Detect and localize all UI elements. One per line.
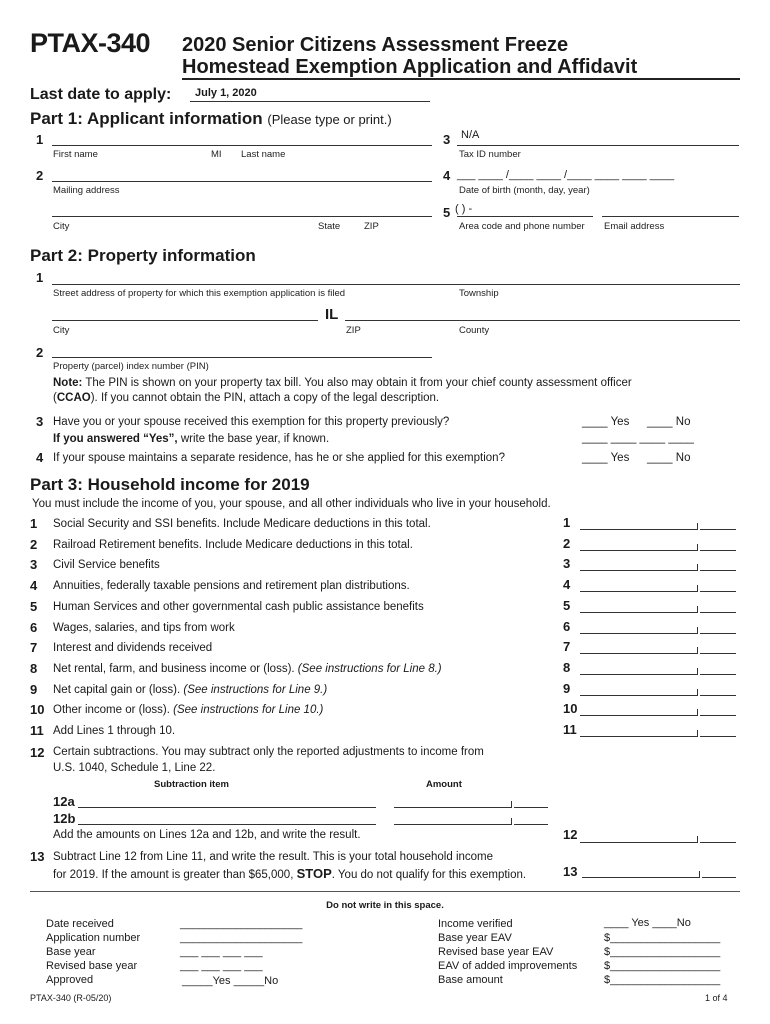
dob-field[interactable]: ___ ____ /____ ____ /____ ____ ____ ____ bbox=[457, 169, 675, 181]
income-line-text bbox=[53, 518, 431, 530]
income-line-desc: Railroad Retirement benefits. Include Medicare deductions in this total. bbox=[53, 539, 413, 551]
last-date-label: Last date to apply: bbox=[30, 86, 172, 103]
income-line-text bbox=[53, 539, 413, 551]
income-line-num: 9 bbox=[30, 682, 38, 697]
mi-label: MI bbox=[211, 149, 222, 160]
line12a-amount-field[interactable] bbox=[394, 794, 548, 808]
property-street-label: Street address of property for which this exemption application is filed bbox=[53, 288, 346, 299]
p1-num-4: 4 bbox=[443, 168, 451, 183]
property-city-field[interactable] bbox=[52, 320, 318, 321]
income-amount-field[interactable] bbox=[580, 682, 736, 696]
office-left-label: Approved bbox=[46, 974, 94, 986]
p2-num-2: 2 bbox=[36, 345, 44, 360]
last-date-value: July 1, 2020 bbox=[195, 87, 257, 99]
income-line-text bbox=[53, 684, 327, 696]
line12-amount-field[interactable] bbox=[580, 829, 736, 843]
line13-text-a: Subtract Line 12 from Line 11, and write the result. This is your total household income bbox=[53, 851, 494, 863]
office-use-heading: Do not write in this space. bbox=[326, 900, 444, 911]
line12a-label: 12a bbox=[53, 794, 75, 809]
phone-field[interactable] bbox=[457, 216, 593, 217]
income-line-desc: Interest and dividends received bbox=[53, 642, 213, 654]
county-label: County bbox=[459, 325, 490, 336]
form-revision: PTAX-340 (R-05/20) bbox=[30, 993, 112, 1003]
office-right-label: EAV of added improvements bbox=[438, 960, 578, 972]
income-line-desc: Human Services and other governmental cash public assistance benefits bbox=[53, 601, 424, 613]
line12-text-a: Certain subtractions. You may subtract only the reported adjustments to income from bbox=[53, 746, 484, 758]
income-line-inum: 2 bbox=[563, 536, 571, 551]
tax-id-label: Tax ID number bbox=[459, 149, 521, 160]
line13-text-b bbox=[53, 866, 526, 881]
stop-label: STOP bbox=[296, 866, 332, 881]
income-amount-field[interactable] bbox=[580, 578, 736, 592]
property-street-field[interactable] bbox=[52, 284, 740, 285]
il-label: IL bbox=[325, 306, 339, 323]
income-amount-field[interactable] bbox=[580, 702, 736, 716]
line13-num: 13 bbox=[30, 849, 45, 864]
income-amount-field[interactable] bbox=[580, 661, 736, 675]
subtraction-item-header: Subtraction item bbox=[154, 779, 229, 790]
q3-text: Have you or your spouse received this exemption for this property previously? bbox=[53, 416, 450, 428]
income-line-desc: Annuities, federally taxable pensions and retirement plan distributions. bbox=[53, 580, 410, 592]
income-amount-field[interactable] bbox=[580, 723, 736, 737]
base-amount-field[interactable]: $__________________ bbox=[604, 974, 721, 986]
approved-field[interactable]: _____Yes _____No bbox=[182, 975, 279, 987]
title-rule bbox=[182, 78, 740, 80]
base-year-office-field[interactable]: ___ ___ ___ ___ bbox=[180, 946, 263, 958]
eav-improvements-field[interactable]: $__________________ bbox=[604, 960, 721, 972]
income-line-text bbox=[53, 642, 212, 654]
income-line-instruction: (See instructions for Line 9.) bbox=[183, 684, 328, 696]
office-left-label: Application number bbox=[46, 932, 141, 944]
income-line-text bbox=[53, 580, 410, 592]
income-line-num: 11 bbox=[30, 723, 44, 738]
income-line-desc: Social Security and SSI benefits. Include Medicare deductions in this total. bbox=[53, 518, 431, 530]
income-verified-field[interactable]: ____ Yes ____No bbox=[604, 917, 691, 929]
q3-no[interactable]: ____ No bbox=[647, 416, 691, 428]
property-zip-county-field[interactable] bbox=[345, 320, 740, 321]
income-line-text bbox=[53, 704, 323, 716]
income-amount-field[interactable] bbox=[580, 620, 736, 634]
part1-heading bbox=[30, 109, 392, 129]
income-line-num: 8 bbox=[30, 661, 38, 676]
income-line-desc: Wages, salaries, and tips from work bbox=[53, 622, 235, 634]
note-text2b: ). If you cannot obtain the PIN, attach a copy of the legal description. bbox=[90, 392, 440, 404]
line12-sum-text: Add the amounts on Lines 12a and 12b, and write the result. bbox=[53, 829, 361, 841]
line12-inum: 12 bbox=[563, 827, 578, 842]
line12-text-b: U.S. 1040, Schedule 1, Line 22. bbox=[53, 762, 216, 774]
part1-heading-note: (Please type or print.) bbox=[267, 112, 392, 127]
income-line-num: 4 bbox=[30, 578, 38, 593]
line13-inum: 13 bbox=[563, 864, 578, 879]
income-line-instruction: (See instructions for Line 10.) bbox=[173, 704, 324, 716]
base-year-field[interactable]: ____ ____ ____ ____ bbox=[582, 432, 694, 444]
pin-note-line1 bbox=[53, 377, 632, 389]
line13-amount-field[interactable] bbox=[582, 864, 736, 878]
income-line-num: 2 bbox=[30, 537, 38, 552]
date-received-field[interactable]: ____________________ bbox=[180, 918, 303, 930]
income-line-inum: 9 bbox=[563, 681, 571, 696]
income-line-desc: Net rental, farm, and business income or (loss). bbox=[53, 663, 298, 675]
last-name-label: Last name bbox=[241, 149, 286, 160]
income-line-text bbox=[53, 601, 424, 613]
income-line-desc: Other income or (loss). bbox=[53, 704, 174, 716]
pin-note-line2 bbox=[53, 392, 439, 404]
office-right-label: Income verified bbox=[438, 918, 513, 930]
income-line-inum: 3 bbox=[563, 556, 571, 571]
income-line-num: 3 bbox=[30, 557, 38, 572]
income-line-inum: 11 bbox=[563, 722, 577, 737]
p2-num-1: 1 bbox=[36, 270, 44, 285]
part3-heading: Part 3: Household income for 2019 bbox=[30, 475, 310, 494]
line12-num: 12 bbox=[30, 745, 45, 760]
income-line-inum: 1 bbox=[563, 515, 571, 530]
p1-city-label: City bbox=[53, 221, 70, 232]
p2-num-4: 4 bbox=[36, 450, 44, 465]
income-line-inum: 6 bbox=[563, 619, 571, 634]
income-line-text bbox=[53, 559, 160, 571]
note-label: Note: bbox=[53, 377, 83, 389]
revised-base-year-eav-field[interactable]: $__________________ bbox=[604, 946, 721, 958]
p1-num-2: 2 bbox=[36, 168, 44, 183]
line12b-label: 12b bbox=[53, 811, 76, 826]
office-divider bbox=[30, 891, 740, 892]
income-line-num: 10 bbox=[30, 702, 45, 717]
line13-text-b2: . You do not qualify for this exemption. bbox=[331, 869, 527, 881]
office-right-label: Base amount bbox=[438, 974, 503, 986]
p1-num-5: 5 bbox=[443, 205, 451, 220]
phone-label: Area code and phone number bbox=[459, 221, 585, 232]
income-amount-field[interactable] bbox=[580, 557, 736, 571]
line12a-item-field[interactable] bbox=[78, 807, 376, 808]
office-right-label: Base year EAV bbox=[438, 932, 512, 944]
office-right-label: Revised base year EAV bbox=[438, 946, 554, 958]
p2-num-3: 3 bbox=[36, 414, 44, 429]
office-left-label: Date received bbox=[46, 918, 114, 930]
q4-yes[interactable]: ____ Yes bbox=[582, 452, 630, 464]
income-amount-field[interactable] bbox=[580, 516, 736, 530]
part1-heading-text: Part 1: Applicant information bbox=[30, 109, 263, 128]
dob-label: Date of birth (month, day, year) bbox=[459, 185, 590, 196]
page-number: 1 of 4 bbox=[705, 993, 728, 1003]
name-field[interactable] bbox=[52, 145, 432, 146]
income-line-inum: 10 bbox=[563, 701, 578, 716]
form-title-line2: Homestead Exemption Application and Affidavit bbox=[182, 56, 638, 78]
income-line-text bbox=[53, 725, 175, 737]
income-line-desc: Add Lines 1 through 10. bbox=[53, 725, 176, 737]
p1-zip-label: ZIP bbox=[364, 221, 379, 232]
q4-no[interactable]: ____ No bbox=[647, 452, 691, 464]
q3-followup-bold: If you answered “Yes”, bbox=[53, 433, 178, 445]
income-line-num: 6 bbox=[30, 620, 38, 635]
line12b-amount-field[interactable] bbox=[394, 811, 548, 825]
income-line-instruction: (See instructions for Line 8.) bbox=[297, 663, 442, 675]
q3-yes[interactable]: ____ Yes bbox=[582, 416, 630, 428]
note-text1: The PIN is shown on your property tax bill. You also may obtain it from your chief county assessment officer bbox=[82, 377, 632, 389]
tax-id-field[interactable] bbox=[457, 145, 739, 146]
email-label: Email address bbox=[604, 221, 665, 232]
amount-header: Amount bbox=[426, 779, 462, 790]
q3-followup bbox=[53, 433, 329, 445]
income-line-num: 5 bbox=[30, 599, 38, 614]
income-line-text bbox=[53, 622, 235, 634]
note-text2a: ( bbox=[53, 392, 57, 404]
office-left-label: Base year bbox=[46, 946, 96, 958]
p1-num-3: 3 bbox=[443, 132, 451, 147]
p1-num-1: 1 bbox=[36, 132, 44, 147]
income-line-inum: 5 bbox=[563, 598, 571, 613]
income-line-inum: 4 bbox=[563, 577, 571, 592]
property-zip-label: ZIP bbox=[346, 325, 361, 336]
part3-intro: You must include the income of you, your spouse, and all other individuals who live in your household. bbox=[32, 498, 551, 510]
income-amount-field[interactable] bbox=[580, 640, 736, 654]
office-left-label: Revised base year bbox=[46, 960, 138, 972]
form-id: PTAX-340 bbox=[30, 28, 151, 58]
income-amount-field[interactable] bbox=[580, 599, 736, 613]
mailing-address-label: Mailing address bbox=[53, 185, 120, 196]
property-city-label: City bbox=[53, 325, 70, 336]
income-line-desc: Net capital gain or (loss). bbox=[53, 684, 184, 696]
income-line-inum: 7 bbox=[563, 639, 571, 654]
line12b-item-field[interactable] bbox=[78, 824, 376, 825]
city-state-zip-field[interactable] bbox=[52, 216, 432, 217]
income-amount-field[interactable] bbox=[580, 537, 736, 551]
revised-base-year-field[interactable]: ___ ___ ___ ___ bbox=[180, 960, 263, 972]
pin-field[interactable] bbox=[52, 357, 432, 358]
email-field[interactable] bbox=[602, 216, 739, 217]
last-date-line bbox=[190, 101, 430, 102]
form-title-line1: 2020 Senior Citizens Assessment Freeze bbox=[182, 34, 569, 56]
income-line-desc: Civil Service benefits bbox=[53, 559, 160, 571]
income-line-num: 1 bbox=[30, 516, 38, 531]
part2-heading: Part 2: Property information bbox=[30, 246, 256, 265]
q3-followup-rest: write the base year, if known. bbox=[177, 433, 330, 445]
first-name-label: First name bbox=[53, 149, 98, 160]
base-year-eav-field[interactable]: $__________________ bbox=[604, 932, 721, 944]
q4-text: If your spouse maintains a separate residence, has he or she applied for this exemption? bbox=[53, 452, 505, 464]
income-line-num: 7 bbox=[30, 640, 38, 655]
tax-id-value: N/A bbox=[461, 129, 480, 141]
phone-blanks: ( ) - bbox=[455, 203, 473, 215]
p1-state-label: State bbox=[318, 221, 341, 232]
income-line-text bbox=[53, 663, 442, 675]
pin-label: Property (parcel) index number (PIN) bbox=[53, 361, 209, 372]
township-label: Township bbox=[459, 288, 499, 299]
application-number-field[interactable]: ____________________ bbox=[180, 932, 303, 944]
mailing-address-field[interactable] bbox=[52, 181, 432, 182]
income-line-inum: 8 bbox=[563, 660, 571, 675]
ccao-label: CCAO bbox=[56, 392, 91, 404]
line13-text-b1: for 2019. If the amount is greater than $65,000, bbox=[53, 869, 297, 881]
